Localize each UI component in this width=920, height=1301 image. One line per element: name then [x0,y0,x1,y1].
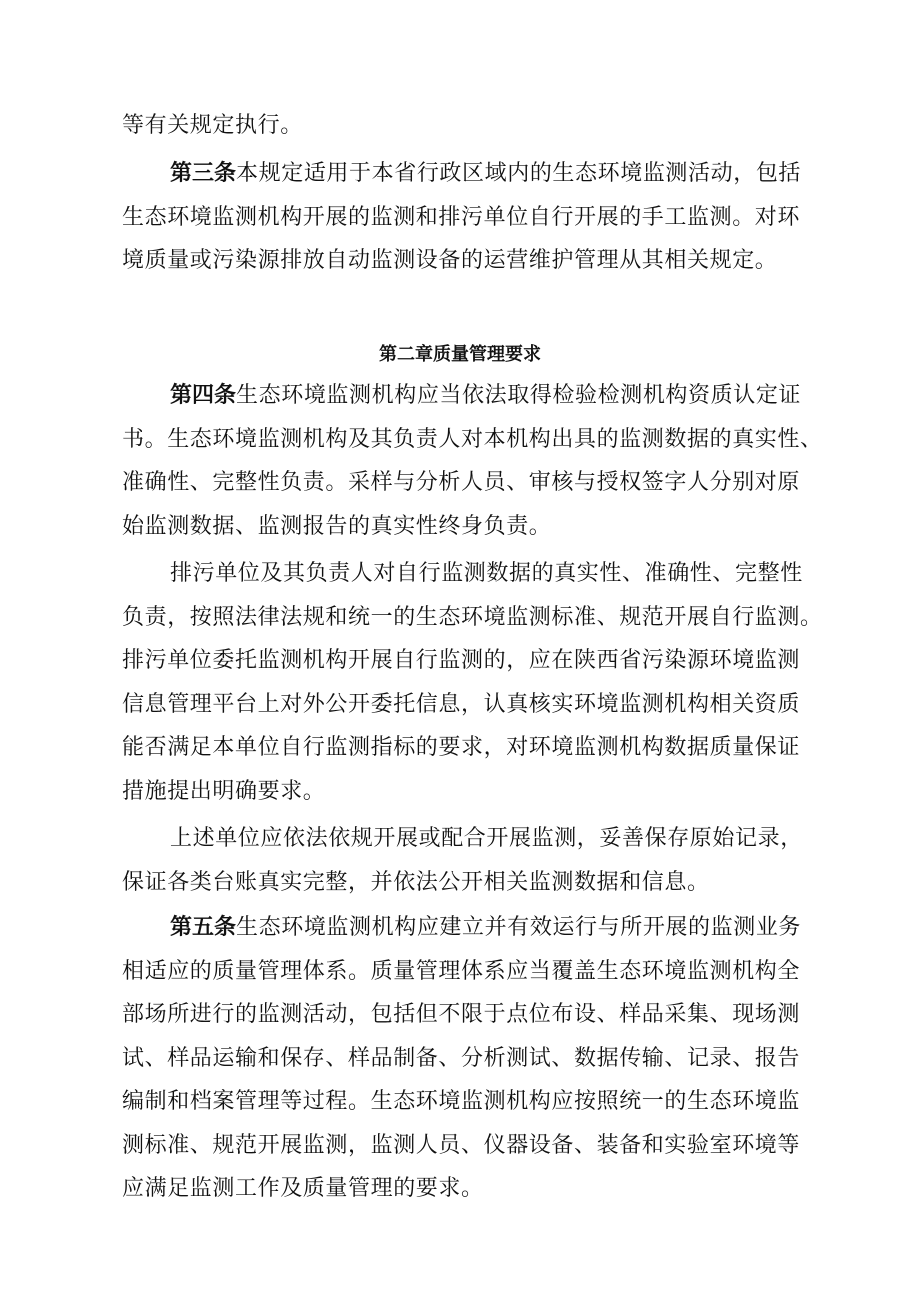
paragraph-above-units [122,817,812,904]
text-line: 相适应的质量管理体系。质量管理体系应当覆盖生态环境监测机构全 [122,958,801,984]
text-line: 测标准、规范开展监测，监测人员、仪器设备、装备和实验室环境等 [122,1132,801,1158]
text-line: 生态环境监测机构开展的监测和排污单位自行开展的手工监测。对环 [122,204,801,230]
text-line: 能否满足本单位自行监测指标的要求，对环境监测机构数据质量保证 [122,735,801,760]
text-line: 等有关规定执行。 [122,113,303,138]
text-line: 上述单位应依法依规开展或配合开展监测，妥善保存原始记录， [170,826,803,851]
article-4-text: 生态环境监测机构应当依法取得检验检测机构资质认定证 [236,383,802,408]
text-line: 负责，按照法律法规和统一的生态环境监测标准、规范开展自行监测。 [122,604,823,630]
text-line: 排污单位委托监测机构开展自行监测的，应在陕西省污染源环境监测 [122,648,801,673]
text-line: 书。生态环境监测机构及其负责人对本机构出具的监测数据的真实性、 [122,426,823,452]
text-line: 信息管理平台上对外公开委托信息，认真核实环境监测机构相关资质 [122,691,801,717]
text-line: 始监测数据、监测报告的真实性终身负责。 [122,513,552,539]
text-line: 境质量或污染源排放自动监测设备的运营维护管理从其相关规定。 [122,248,778,273]
text-line: 准确性、完整性负责。采样与分析人员、审核与授权签字人分别对原 [122,470,801,495]
text-line: 部场所进行的监测活动，包括但不限于点位布设、样品采集、现场测 [122,1002,801,1027]
article-3 [122,152,812,283]
paragraph-continuation [122,104,812,148]
article-5-lead: 第五条 [170,915,237,940]
text-line: 排污单位及其负责人对自行监测数据的真实性、准确性、完整性 [170,561,803,586]
article-3-text: 本规定适用于本省行政区域内的生态环境监测活动，包括 [236,161,802,186]
text-line [122,152,812,196]
article-4-lead: 第四条 [170,383,237,408]
text-line: 编制和档案管理等过程。生态环境监测机构应按照统一的生态环境监 [122,1089,801,1114]
article-3-lead: 第三条 [170,161,237,186]
text-line [122,374,812,418]
article-5 [122,906,812,1211]
chapter-heading: 第二章质量管理要求 [379,344,541,365]
paragraph-pollutant-units [122,552,823,813]
text-line [122,906,812,950]
text-line: 试、样品运输和保存、样品制备、分析测试、数据传输、记录、报告 [122,1045,801,1071]
article-5-text: 生态环境监测机构应建立并有效运行与所开展的监测业务 [236,915,802,940]
text-line: 保证各类台账真实完整，并依法公开相关监测数据和信息。 [122,869,710,895]
article-4 [122,374,823,548]
text-line: 应满足监测工作及质量管理的要求。 [122,1176,484,1201]
text-line: 措施提出明确要求。 [122,778,326,804]
